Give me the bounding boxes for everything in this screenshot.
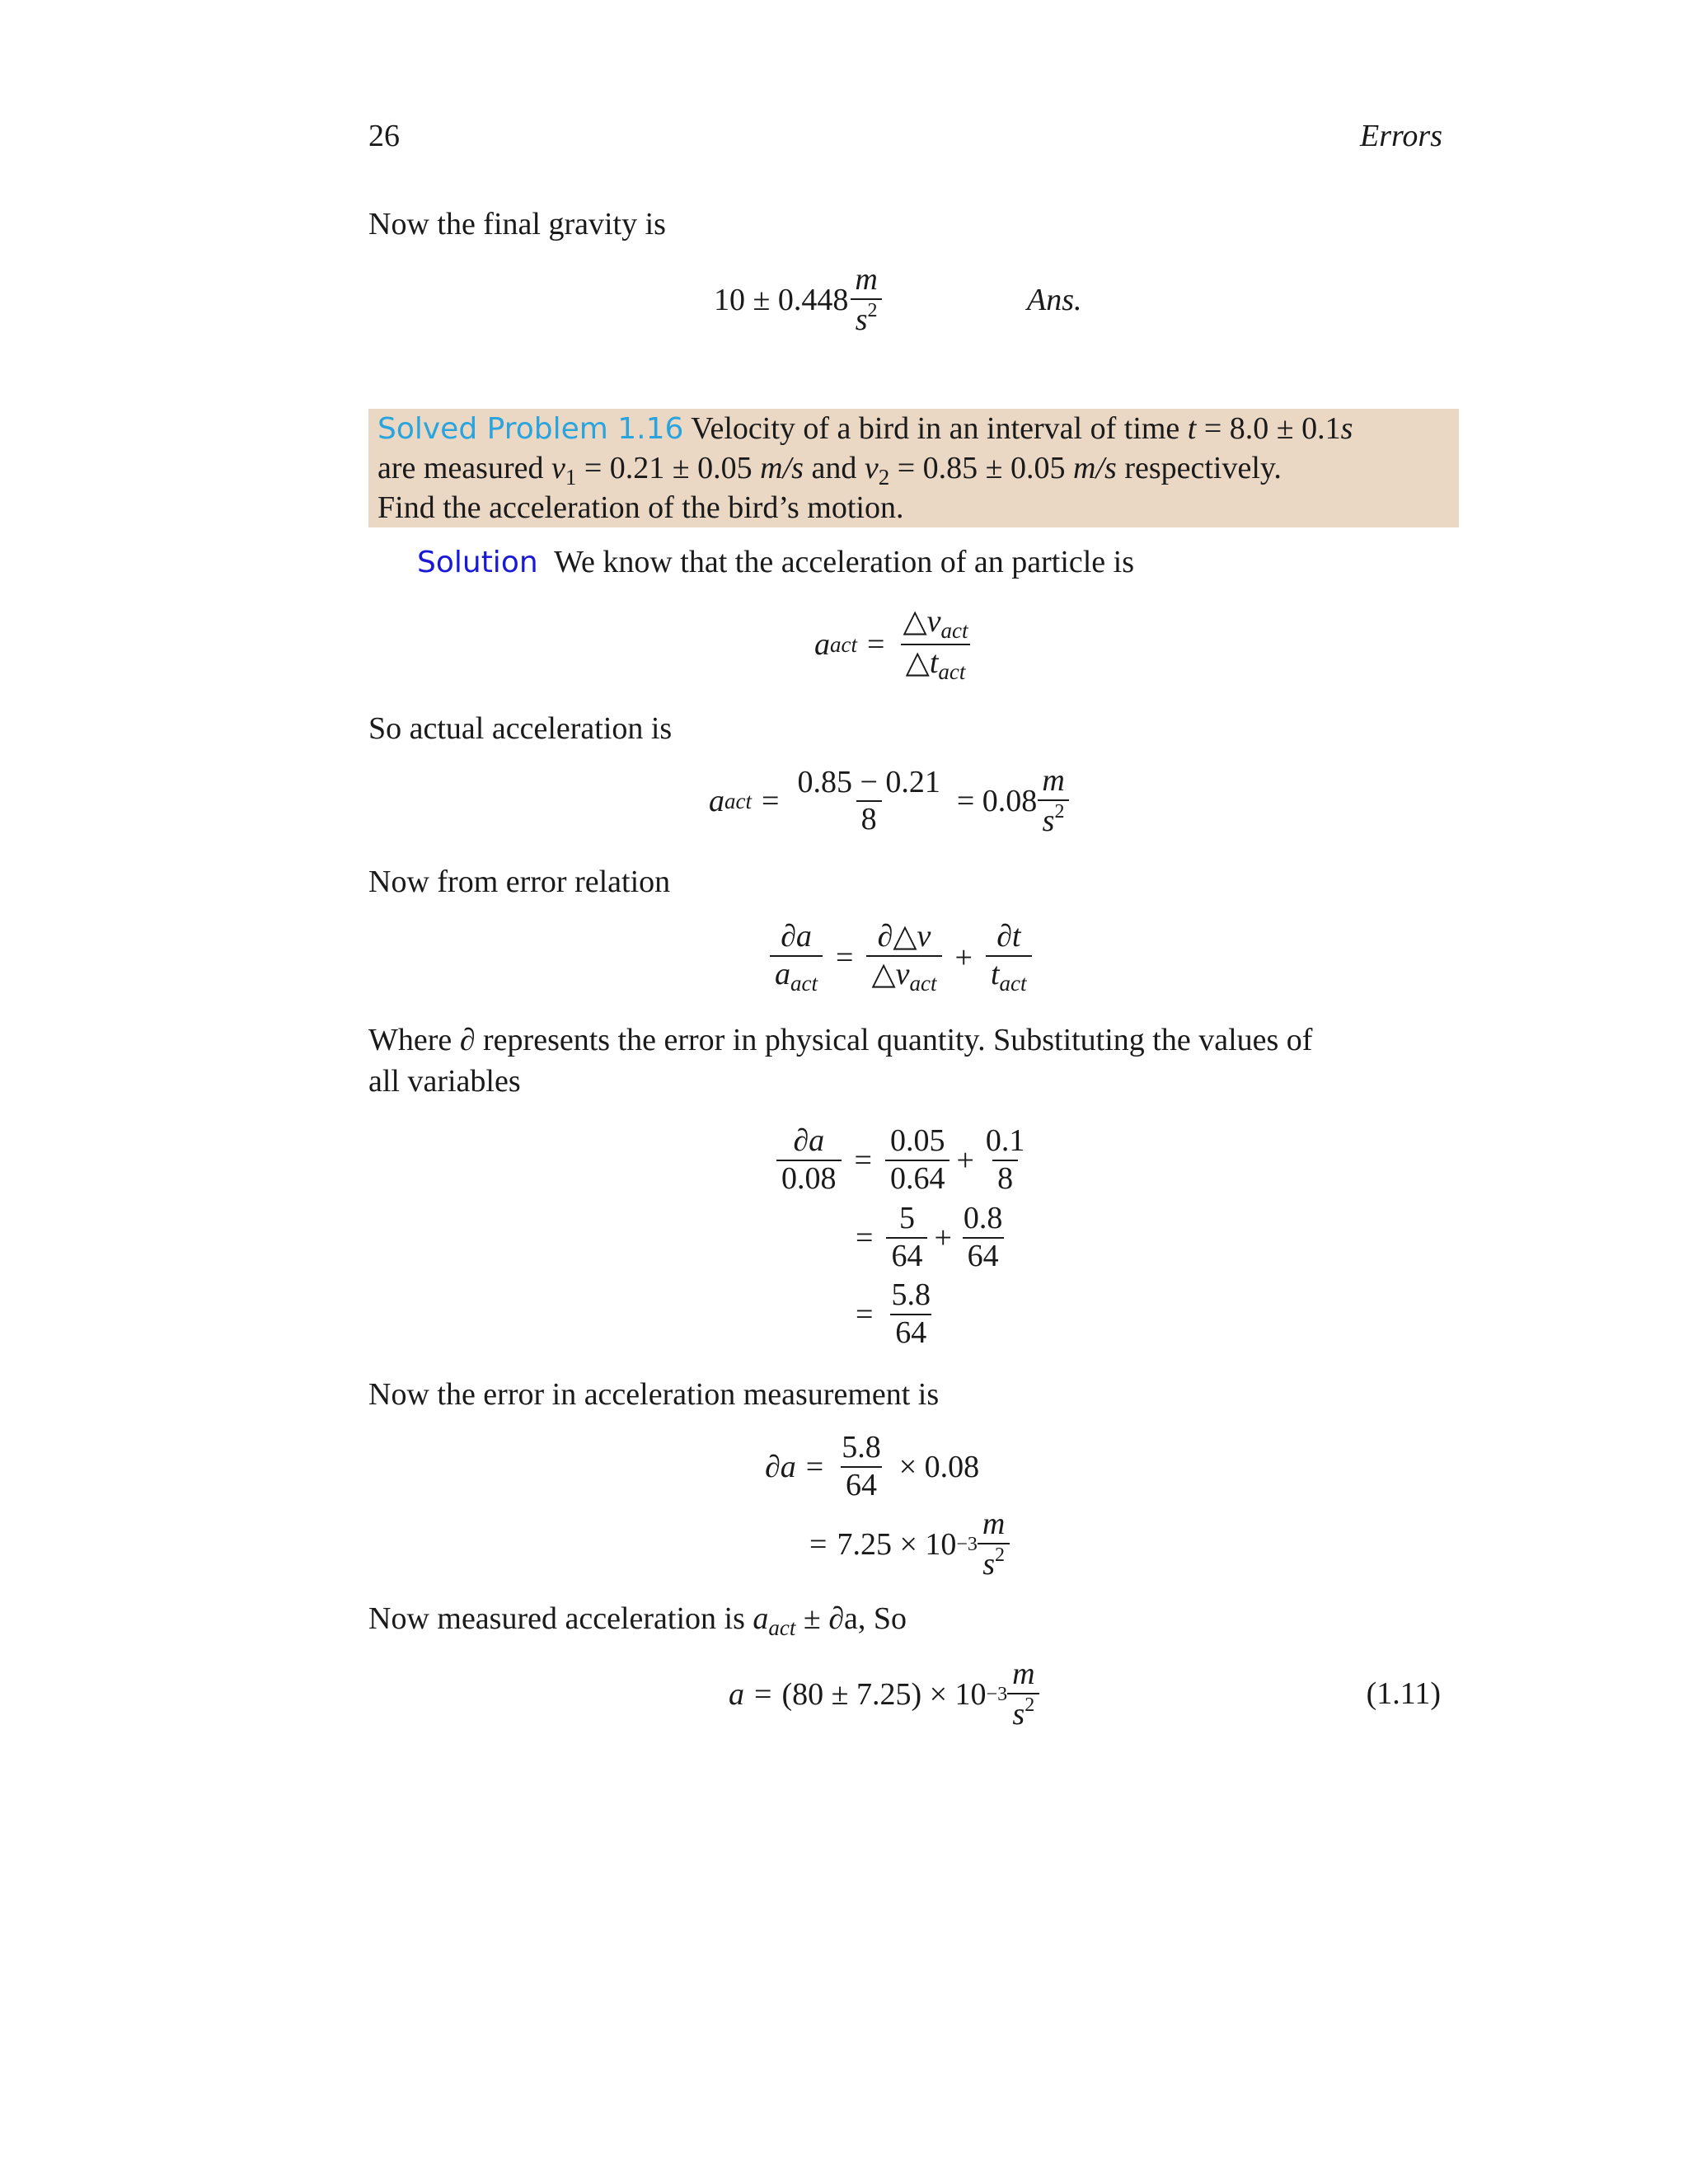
eq2-lhs-sub: act bbox=[724, 788, 752, 813]
equation-acceleration-definition bbox=[814, 604, 977, 685]
eq3-frac-2 bbox=[866, 919, 941, 996]
eq4-r1-frac-2 bbox=[885, 1123, 950, 1197]
eq3-frac-1 bbox=[770, 919, 823, 996]
eq4-r1-frac-3 bbox=[981, 1123, 1030, 1197]
eq6-lhs: a bbox=[729, 1677, 744, 1713]
measured-text-b: ± ∂a, So bbox=[803, 1601, 907, 1636]
eq2-result: = 0.08 bbox=[956, 784, 1038, 819]
answer-label: Ans. bbox=[1027, 283, 1082, 317]
eq2-unit-exp: 2 bbox=[1054, 800, 1065, 823]
eq1-num-sub: act bbox=[940, 618, 968, 643]
and-word: and bbox=[811, 451, 857, 485]
eq1-lhs: a bbox=[814, 627, 830, 663]
eq3-n3: ∂t bbox=[996, 919, 1021, 954]
eq5-equals: = bbox=[805, 1449, 824, 1484]
solution-intro-line bbox=[417, 544, 1134, 582]
eq5-row-1 bbox=[765, 1430, 979, 1503]
eq5-r2-unit-den: s bbox=[982, 1546, 996, 1582]
unit-fraction bbox=[850, 262, 882, 338]
eq3-frac-3 bbox=[986, 919, 1032, 996]
measured-text-a: Now measured acceleration is bbox=[368, 1601, 745, 1636]
paragraph-where-line-1: Where ∂ represents the error in physical quantity. Substituting the values of bbox=[368, 1023, 1313, 1057]
eq3-n1: ∂a bbox=[781, 919, 812, 954]
eq2-num: 0.85 − 0.21 bbox=[797, 764, 940, 799]
eq4-r1-n3: 0.1 bbox=[985, 1123, 1025, 1158]
eq4-r3-n1: 5.8 bbox=[891, 1277, 931, 1312]
eq4-r2-n1: 5 bbox=[898, 1201, 915, 1235]
problem-text-1a: Velocity of a bird in an interval of time bbox=[691, 411, 1180, 446]
equation-error-relation bbox=[767, 919, 1035, 996]
eq4-row-3 bbox=[846, 1277, 939, 1351]
problem-line-3: Find the acceleration of the bird’s motion. bbox=[377, 490, 904, 525]
eq2-lhs: a bbox=[709, 784, 724, 819]
paragraph-error-measurement: Now the error in acceleration measurement is bbox=[368, 1377, 940, 1412]
eq4-r1-n2: 0.05 bbox=[889, 1123, 945, 1158]
eq4-row-2 bbox=[846, 1201, 1010, 1274]
eq5-r2-equals: = bbox=[809, 1527, 828, 1563]
var-v1: v bbox=[551, 451, 565, 485]
eq4-r3-frac bbox=[886, 1277, 935, 1351]
running-header-title: Errors bbox=[1360, 119, 1442, 153]
eq2-equals: = bbox=[762, 784, 780, 819]
eq5-r2-unit-exp: 2 bbox=[995, 1544, 1006, 1566]
equation-actual-acceleration bbox=[709, 763, 1073, 839]
eq3-d1-sub: act bbox=[790, 970, 818, 996]
eq4-r3-d1: 64 bbox=[890, 1314, 931, 1352]
eq5-num: 5.8 bbox=[842, 1430, 881, 1465]
eq4-row-1 bbox=[773, 1123, 1033, 1197]
eq4-r1-n1: ∂a bbox=[793, 1123, 825, 1158]
eq4-r2-frac-2 bbox=[959, 1201, 1008, 1274]
var-t: t bbox=[1187, 411, 1197, 446]
problem-line-2 bbox=[377, 450, 1282, 490]
eq4-r1-equals: = bbox=[854, 1142, 872, 1178]
eq2-unit bbox=[1037, 763, 1069, 839]
var-v2: v bbox=[864, 451, 879, 485]
eq6-unit bbox=[1007, 1657, 1039, 1732]
eq5-r2-exponent: −3 bbox=[956, 1533, 978, 1555]
eq1-num: △v bbox=[903, 604, 941, 639]
eq3-d2-sub: act bbox=[909, 970, 937, 996]
eq3-n2: ∂△v bbox=[877, 919, 931, 954]
unit-s: s bbox=[855, 302, 868, 337]
eq4-r2-n2: 0.8 bbox=[963, 1201, 1003, 1235]
eq1-equals: = bbox=[867, 627, 885, 663]
equation-final-acceleration bbox=[729, 1657, 1043, 1732]
unit-denominator bbox=[851, 298, 883, 339]
equation-number: (1.11) bbox=[1366, 1676, 1441, 1711]
v2-unit: m/s bbox=[1073, 451, 1117, 485]
eq6-equals: = bbox=[754, 1677, 772, 1713]
page-number: 26 bbox=[368, 119, 400, 153]
eq4-r1-frac-1 bbox=[776, 1123, 842, 1197]
var-v2-sub: 2 bbox=[878, 465, 890, 490]
final-gravity-value: 10 ± 0.448 bbox=[714, 283, 849, 318]
eq4-r1-d2: 0.64 bbox=[885, 1160, 950, 1197]
measured-var: a bbox=[753, 1601, 769, 1636]
solution-label: Solution bbox=[417, 546, 538, 579]
eq6-unit-den: s bbox=[1012, 1696, 1025, 1732]
paragraph-measured-acceleration bbox=[368, 1601, 907, 1641]
eq3-d3-sub: act bbox=[999, 970, 1027, 996]
unit-exponent: 2 bbox=[867, 299, 878, 321]
v1-unit: m/s bbox=[760, 451, 804, 485]
paragraph-where-line-2: all variables bbox=[368, 1064, 521, 1099]
problem-text-2b: respectively. bbox=[1124, 451, 1282, 485]
eq3-d3: t bbox=[990, 956, 1000, 991]
equation-final-gravity bbox=[714, 262, 886, 338]
eq3-d1: a bbox=[775, 956, 790, 991]
eq5-r2-unit bbox=[978, 1507, 1010, 1582]
eq3-plus: + bbox=[954, 940, 973, 975]
solution-intro-text: We know that the acceleration of an particle is bbox=[554, 545, 1135, 579]
eq5-rest: × 0.08 bbox=[898, 1449, 980, 1484]
eq5-lhs: ∂a bbox=[765, 1449, 796, 1484]
eq3-equals: = bbox=[836, 940, 854, 975]
eq5-r2-unit-num: m bbox=[982, 1507, 1006, 1541]
eq6-exponent: −3 bbox=[986, 1683, 1008, 1705]
eq4-r2-d2: 64 bbox=[963, 1237, 1004, 1275]
eq4-r1-d3: 8 bbox=[992, 1160, 1018, 1197]
eq4-r1-plus: + bbox=[956, 1142, 974, 1178]
eq5-fraction bbox=[837, 1430, 886, 1503]
time-value: = 8.0 ± 0.1 bbox=[1203, 411, 1341, 446]
problem-label: Solved Problem 1.16 bbox=[377, 412, 684, 446]
eq6-value: (80 ± 7.25) × 10 bbox=[781, 1677, 987, 1713]
v1-value: = 0.21 ± 0.05 bbox=[584, 451, 753, 485]
time-unit: s bbox=[1340, 411, 1353, 446]
v2-value: = 0.85 ± 0.05 bbox=[897, 451, 1066, 485]
problem-line-1 bbox=[377, 410, 1353, 448]
var-v1-sub: 1 bbox=[565, 465, 577, 490]
eq4-r1-d1: 0.08 bbox=[776, 1160, 842, 1197]
eq3-d2: △v bbox=[871, 956, 910, 991]
measured-sub: act bbox=[768, 1615, 796, 1640]
eq4-r2-equals: = bbox=[856, 1220, 874, 1255]
eq5-row-2 bbox=[809, 1507, 1013, 1582]
eq5-den: 64 bbox=[841, 1466, 882, 1504]
paragraph-actual-acceleration: So actual acceleration is bbox=[368, 711, 673, 746]
eq4-r2-frac-1 bbox=[886, 1201, 927, 1274]
eq1-den-sub: act bbox=[938, 659, 966, 685]
eq6-unit-exp: 2 bbox=[1025, 1694, 1035, 1716]
eq5-r2-value: 7.25 × 10 bbox=[837, 1527, 957, 1563]
eq4-r2-plus: + bbox=[934, 1220, 952, 1255]
eq6-unit-num: m bbox=[1012, 1657, 1035, 1691]
eq1-fraction bbox=[898, 604, 973, 685]
paragraph-error-relation: Now from error relation bbox=[368, 865, 671, 899]
eq1-den: △t bbox=[905, 645, 939, 681]
eq2-fraction bbox=[792, 765, 945, 838]
eq2-den: 8 bbox=[856, 800, 882, 838]
paragraph-final-gravity: Now the final gravity is bbox=[368, 207, 666, 241]
eq2-unit-den: s bbox=[1042, 803, 1055, 838]
eq4-r2-d1: 64 bbox=[886, 1237, 927, 1275]
eq4-r3-equals: = bbox=[856, 1296, 874, 1332]
unit-numerator: m bbox=[855, 262, 878, 297]
eq2-unit-num: m bbox=[1042, 763, 1065, 798]
problem-text-2a: are measured bbox=[377, 451, 544, 485]
eq1-lhs-sub: act bbox=[830, 631, 857, 657]
